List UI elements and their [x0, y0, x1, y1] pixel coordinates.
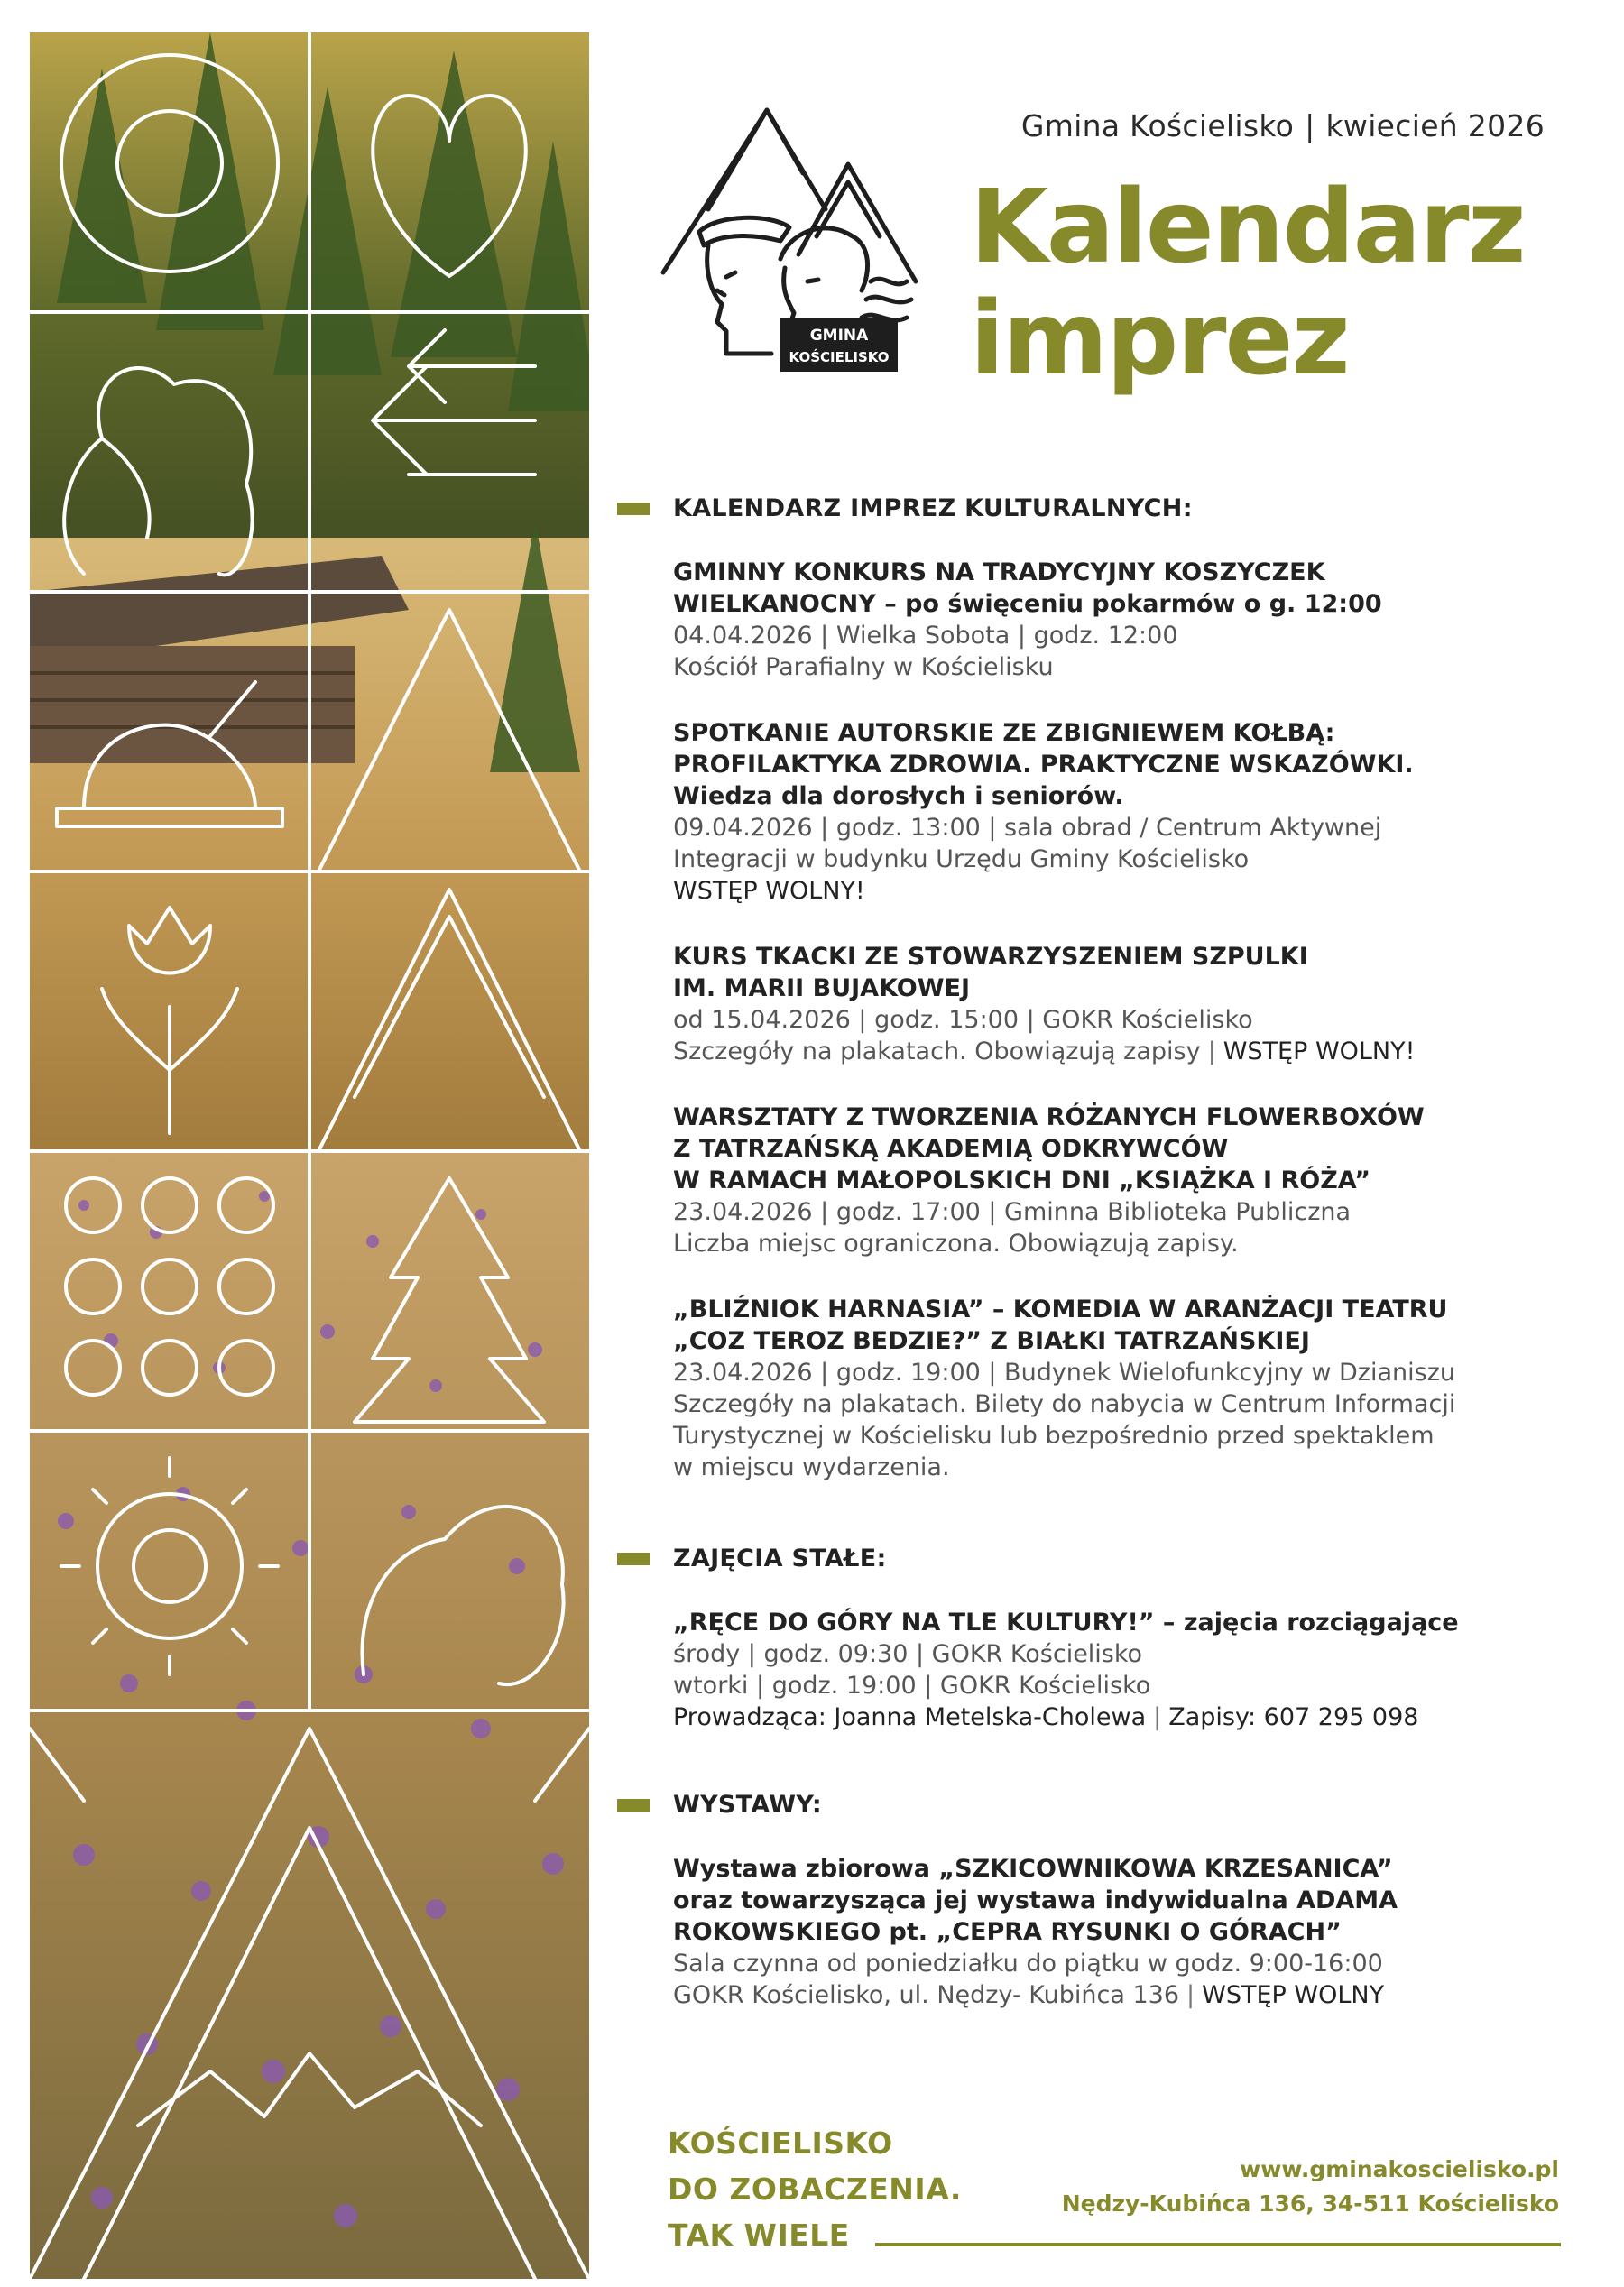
event-details: 23.04.2026 | godz. 19:00 | Budynek Wielofunkcyjny w Dzianiszu — [673, 1359, 1455, 1387]
details-separator: | — [1207, 1037, 1216, 1065]
event-details — [673, 1036, 1573, 1067]
event-title: „RĘCE DO GÓRY NA TLE KULTURY!” – zajęcia rozciągające — [673, 1609, 1459, 1637]
event-item — [673, 1294, 1573, 1483]
section-heading — [617, 1791, 1573, 1819]
event-title: W RAMACH MAŁOPOLSKICH DNI „KSIĄŻKA I RÓŻA” — [673, 1167, 1370, 1194]
mountain-faces-logo-icon — [654, 101, 925, 381]
instructor-name: Prowadząca: Joanna Metelska-Cholewa — [673, 1703, 1147, 1731]
event-details: Szczegóły na plakatach. Bilety do nabycia w Centrum Informacji — [673, 1390, 1456, 1418]
event-details-text: GOKR Kościelisko, ul. Nędzy- Kubińca 136 — [673, 1981, 1180, 2009]
slogan-line1: KOŚCIELISKO — [668, 2126, 893, 2161]
logo-text-koscielisko: KOŚCIELISKO — [789, 349, 890, 365]
header-date: kwiecień 2026 — [1325, 108, 1545, 143]
event-title: „COZ TEROZ BEDZIE?” Z BIAŁKI TATRZAŃSKIEJ — [673, 1327, 1310, 1355]
event-title: IM. MARII BUJAKOWEJ — [673, 974, 970, 1002]
event-item — [673, 1102, 1573, 1259]
website-link[interactable]: www.gminakoscielisko.pl — [1240, 2156, 1559, 2182]
details-separator: | — [1186, 1981, 1195, 2009]
event-title: ROKOWSKIEGO pt. „CEPRA RYSUNKI O GÓRACH” — [673, 1918, 1342, 1946]
postal-address: Nędzy-Kubińca 136, 34-511 Kościelisko — [1061, 2190, 1559, 2217]
event-item — [673, 717, 1573, 907]
event-details: od 15.04.2026 | godz. 15:00 | GOKR Kościelisko — [673, 1006, 1253, 1034]
free-entry-label: WSTĘP WOLNY! — [1223, 1037, 1416, 1065]
event-details: Kościół Parafialny w Kościelisku — [673, 653, 1054, 681]
page-title-line1: Kalendarz — [970, 169, 1525, 286]
section-heading — [617, 494, 1573, 522]
section-heading — [617, 1545, 1573, 1572]
event-details — [673, 1979, 1573, 2011]
event-item — [673, 1853, 1573, 2011]
event-title: „BLIŹNIOK HARNASIA” – KOMEDIA W ARANŻACJI TEATRU — [673, 1296, 1448, 1323]
event-item — [673, 1607, 1573, 1733]
event-contact — [673, 1701, 1573, 1733]
section-marker — [617, 1553, 650, 1565]
footer-divider — [875, 2243, 1561, 2246]
event-details: w miejscu wydarzenia. — [673, 1453, 950, 1481]
decorative-photo-strip — [30, 32, 589, 2279]
logo-text-gmina: GMINA — [809, 327, 869, 345]
event-title: GMINNY KONKURS NA TRADYCYJNY KOSZYCZEK — [673, 558, 1325, 586]
event-details: 09.04.2026 | godz. 13:00 | sala obrad / Centrum Aktywnej — [673, 814, 1382, 842]
event-title: oraz towarzysząca jej wystawa indywidualna ADAMA — [673, 1886, 1398, 1914]
signup-phone: Zapisy: 607 295 098 — [1168, 1703, 1419, 1731]
section-regular-classes — [617, 1545, 1573, 1733]
details-separator: | — [1153, 1703, 1162, 1731]
event-title: Z TATRZAŃSKĄ AKADEMIĄ ODKRYWCÓW — [673, 1135, 1229, 1163]
footer-contact — [1062, 2153, 1559, 2221]
event-title: KURS TKACKI ZE STOWARZYSZENIEM SZPULKI — [673, 943, 1308, 971]
section-heading-text: WYSTAWY: — [673, 1791, 822, 1819]
section-cultural-events — [617, 494, 1573, 1483]
slogan-line2: DO ZOBACZENIA. — [668, 2172, 962, 2207]
event-details: środy | godz. 09:30 | GOKR Kościelisko — [673, 1640, 1143, 1668]
event-title: Wiedza dla dorosłych i seniorów. — [673, 782, 1124, 810]
section-heading-text: ZAJĘCIA STAŁE: — [673, 1545, 887, 1572]
event-details: 04.04.2026 | Wielka Sobota | godz. 12:00 — [673, 622, 1178, 650]
section-marker — [617, 1799, 650, 1812]
free-entry-label: WSTĘP WOLNY! — [673, 877, 865, 905]
event-details-text: Szczegóły na plakatach. Obowiązują zapisy — [673, 1037, 1201, 1065]
event-title: PROFILAKTYKA ZDROWIA. PRAKTYCZNE WSKAZÓWKI. — [673, 751, 1414, 779]
event-title: Wystawa zbiorowa „SZKICOWNIKOWA KRZESANICA” — [673, 1855, 1393, 1883]
section-exhibitions — [617, 1791, 1573, 2011]
gmina-koscielisko-logo — [654, 101, 925, 381]
free-entry-label: WSTĘP WOLNY — [1202, 1981, 1385, 2009]
section-marker — [617, 503, 650, 515]
event-details: Turystycznej w Kościelisku lub bezpośrednio przed spektaklem — [673, 1422, 1435, 1450]
municipality-name: Gmina Kościelisko — [1020, 108, 1295, 143]
event-title: WIELKANOCNY – po święceniu pokarmów o g. 12:00 — [673, 590, 1382, 618]
header-separator: | — [1305, 108, 1315, 143]
event-details: wtorki | godz. 19:00 | GOKR Kościelisko — [673, 1672, 1151, 1700]
page-title — [970, 169, 1525, 398]
landscape-illustration — [30, 32, 589, 2279]
event-item — [673, 557, 1573, 683]
event-item — [673, 941, 1573, 1067]
event-details: Liczba miejsc ograniczona. Obowiązują zapisy. — [673, 1230, 1239, 1258]
content-column — [617, 494, 1573, 2011]
footer-slogan — [668, 2120, 962, 2258]
event-details: 23.04.2026 | godz. 17:00 | Gminna Biblioteka Publiczna — [673, 1198, 1352, 1226]
section-heading-text: KALENDARZ IMPREZ KULTURALNYCH: — [673, 494, 1193, 522]
header-line — [949, 108, 1545, 143]
event-details: Integracji w budynku Urzędu Gminy Kościelisko — [673, 845, 1250, 873]
page-title-line2: imprez — [970, 281, 1349, 398]
event-details: Sala czynna od poniedziałku do piątku w godz. 9:00-16:00 — [673, 1950, 1383, 1978]
event-title: SPOTKANIE AUTORSKIE ZE ZBIGNIEWEM KOŁBĄ: — [673, 719, 1335, 747]
slogan-line3: TAK WIELE — [668, 2218, 850, 2253]
event-title: WARSZTATY Z TWORZENIA RÓŻANYCH FLOWERBOXÓW — [673, 1103, 1425, 1131]
